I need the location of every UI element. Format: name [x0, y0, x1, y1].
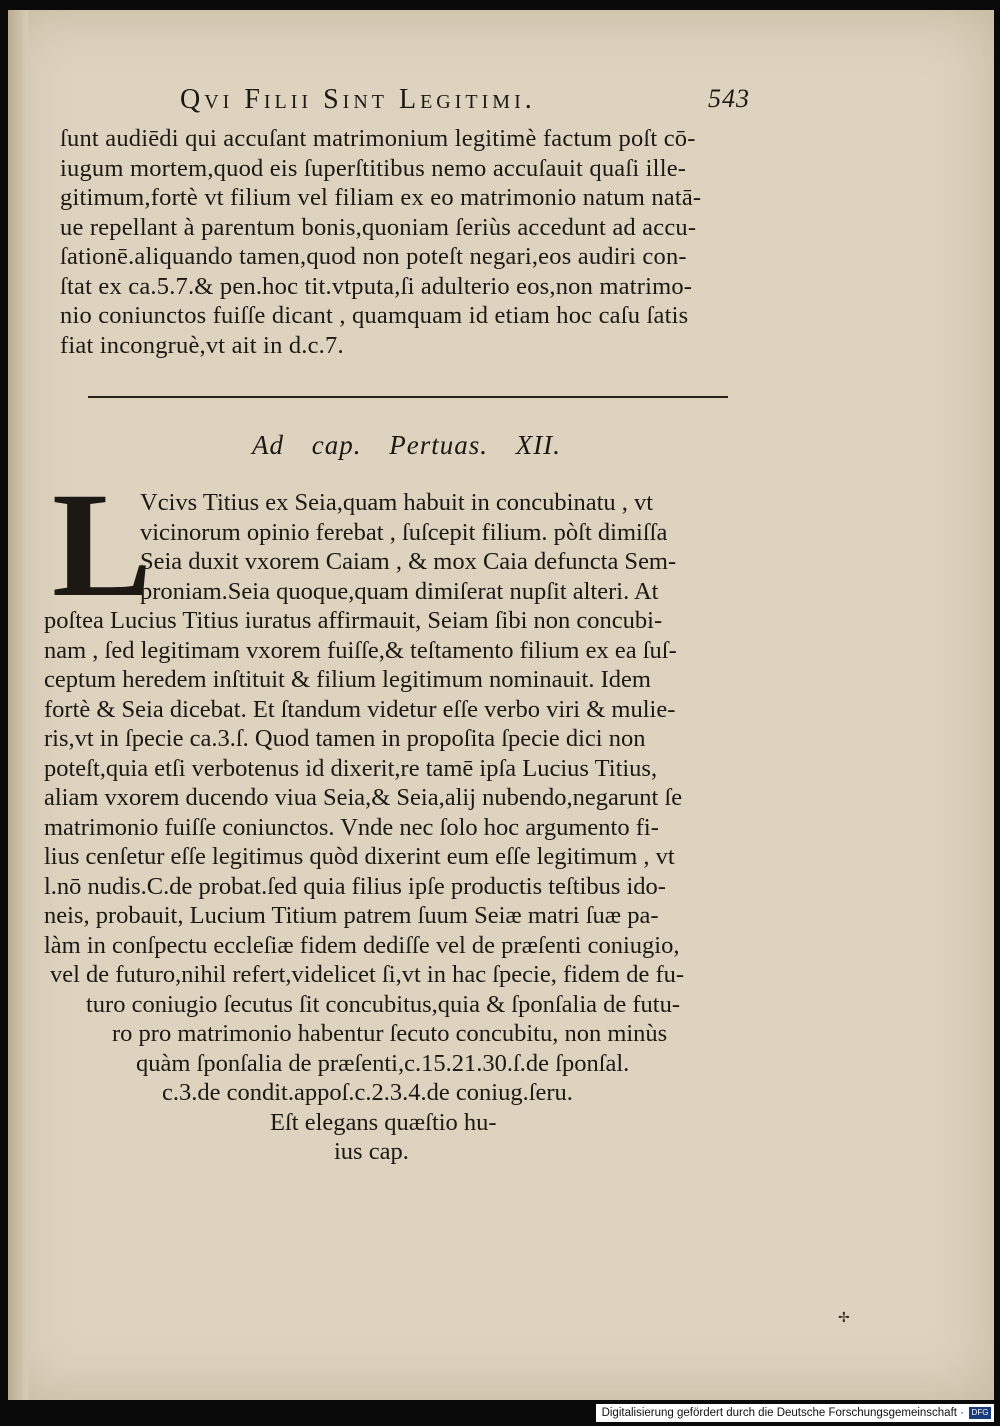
text-line: ris,vt in ſpecie ca.3.ſ. Quod tamen in propoſita ſpecie dici non	[44, 725, 646, 752]
text-line: ro pro matrimonio habentur ſecuto concubitu, non minùs	[112, 1020, 668, 1047]
text-line: iugum mortem,quod eis ſuperſtitibus nemo accuſauit quaſi ille-	[60, 154, 687, 182]
running-title: Qvi Filii Sint Legitimi.	[180, 84, 536, 115]
text-line: Seia duxit vxorem Caiam , & mox Caia defuncta Sem-	[140, 548, 677, 575]
footer-text: Digitalisierung gefördert durch die Deutsche Forschungsgemeinschaft ·	[601, 1407, 964, 1419]
text-line: fortè & Seia dicebat. Et ſtandum videtur eſſe verbo viri & mulie-	[44, 695, 676, 723]
drop-initial: L	[52, 462, 153, 628]
text-line: poſtea Lucius Titius iuratus affirmauit, Seiam ſibi non concubi-	[44, 607, 663, 634]
text-line: l.nō nudis.C.de probat.ſed quia filius ipſe productis teſtibus ido-	[44, 872, 666, 900]
text-line: neis, probauit, Lucium Titium patrem ſuum Seiæ matri ſuæ pa-	[44, 902, 659, 929]
text-line: làm in conſpectu eccleſiæ fidem dediſſe vel de præſenti coniugio,	[44, 931, 680, 959]
page-spine-edge	[8, 10, 28, 1400]
top-paragraph	[60, 124, 701, 360]
text-line: vel de futuro,nihil refert,videlicet ſi,vt in hac ſpecie, fidem de fu-	[50, 961, 685, 988]
indented-lines	[140, 488, 676, 606]
text-line: quàm ſponſalia de præſenti,c.15.21.30.ſ.de ſponſal.	[136, 1049, 630, 1077]
text-line: nio coniunctos fuiſſe dicant , quamquam id etiam hoc caſu ſatis	[60, 302, 689, 329]
text-line: ius cap.	[334, 1138, 409, 1165]
dfg-logo: DFG	[969, 1407, 991, 1419]
text-line: turo coniugio ſecutus ſit concubitus,quia & ſponſalia de futu-	[86, 990, 681, 1018]
text-line: ue repellant à parentum bonis,quoniam ſeriùs accedunt ad accu-	[60, 213, 697, 241]
main-paragraph	[44, 606, 684, 1167]
digitization-footer	[596, 1404, 994, 1422]
text-line: gitimum,fortè vt filium vel filiam ex eo matrimonio natum natā-	[60, 184, 702, 211]
book-page	[8, 10, 994, 1400]
chapter-heading: Ad cap. Pertuas. XII.	[252, 430, 561, 460]
text-line: proniam.Seia quoque,quam dimiſerat nupſit alteri. At	[140, 577, 659, 605]
text-line: vicinorum opinio ferebat , ſuſcepit filium. pòſt dimiſſa	[140, 518, 668, 546]
decorative-ornament: ✢	[838, 1311, 850, 1326]
text-line: c.3.de condit.appoſ.c.2.3.4.de coniug.ſeru.	[162, 1079, 573, 1106]
text-line: ſtat ex ca.5.7.& pen.hoc tit.vtputa,ſi adulterio eos,non matrimo-	[60, 272, 693, 300]
text-line: ſationē.aliquando tamen,quod non poteſt negari,eos audiri con-	[60, 243, 687, 270]
text-line: nam , ſed legitimam vxorem fuiſſe,& teſtamento filium ex ea ſuſ-	[44, 636, 677, 664]
running-header	[180, 84, 750, 120]
text-line: Eſt elegans quæſtio hu-	[270, 1108, 497, 1136]
horizontal-rule	[88, 396, 728, 398]
text-line: poteſt,quia etſi verbotenus id dixerit,re tamē ipſa Lucius Titius,	[44, 754, 658, 782]
text-line: ceptum heredem inſtituit & filium legitimum nominauit. Idem	[44, 666, 651, 693]
text-line: Vcivs Titius ex Seia,quam habuit in concubinatu , vt	[140, 489, 654, 516]
text-line: ſunt audiēdi qui accuſant matrimonium legitimè factum poſt cō-	[60, 125, 696, 152]
text-line: aliam vxorem ducendo viua Seia,& Seia,alij nubendo,negarunt ſe	[44, 784, 683, 811]
text-line: lius cenſetur eſſe legitimus quòd dixerint eum eſſe legitimum , vt	[44, 843, 675, 870]
text-line: fiat incongruè,vt ait in d.c.7.	[60, 331, 344, 359]
text-line: matrimonio fuiſſe coniunctos. Vnde nec ſolo hoc argumento fi-	[44, 813, 659, 841]
page-number: 543	[708, 84, 750, 113]
